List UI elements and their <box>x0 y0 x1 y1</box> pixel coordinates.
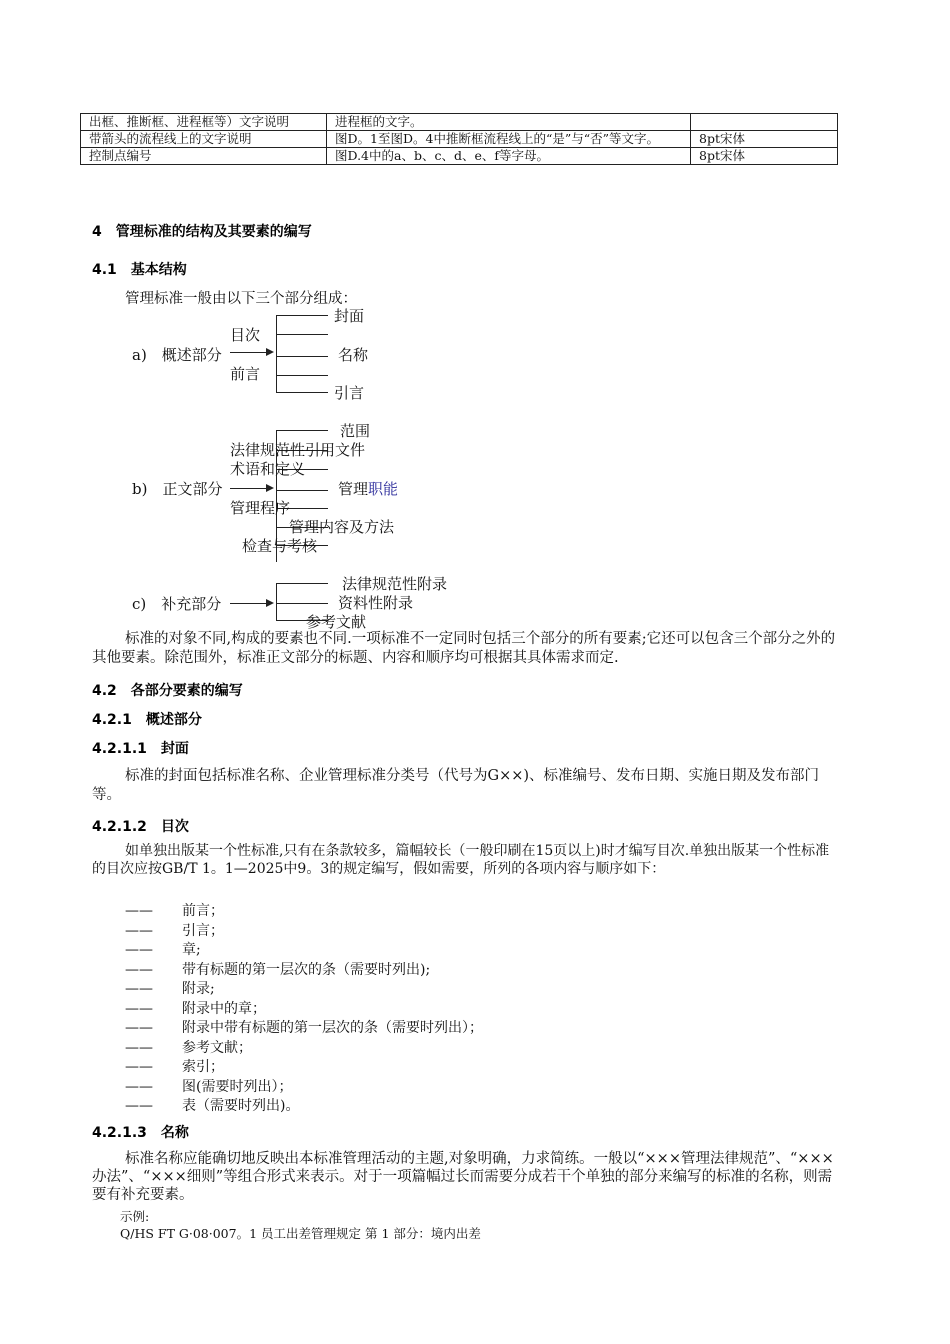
diagram-item: 范围 <box>340 422 371 440</box>
table-cell: 8pt宋体 <box>691 148 838 165</box>
name-paragraph: 标准名称应能确切地反映出本标准管理活动的主题,对象明确，力求简练。一般以“×××管理法律规范”、“×××办法”、“×××细则”等组合形式来表示。对于一项篇幅过长而需要分成若干个单独的部分来编写的标准的名称，则需要有补充要素。 <box>92 1151 834 1203</box>
table-row <box>81 114 838 131</box>
list-item: —— 前言； <box>125 903 224 919</box>
section-heading: 4.2.1.3 名称 <box>92 1125 189 1141</box>
diagram-item: 资料性附录 <box>338 594 414 612</box>
table-cell: 8pt宋体 <box>691 131 838 148</box>
example-label: 示例: <box>120 1209 150 1224</box>
list-item: —— 章; <box>125 942 201 958</box>
section-heading: 4.1 基本结构 <box>92 262 187 278</box>
diagram-item: 目次 <box>230 326 261 344</box>
diagram-label-c: c) 补充部分 <box>132 595 222 613</box>
table-cell: 图D.4中的a、b、c、d、e、f等字母。 <box>327 148 691 165</box>
diagram-item: 法律规范性附录 <box>342 575 448 593</box>
list-item: —— 索引； <box>125 1059 224 1075</box>
arrow-icon <box>266 484 274 492</box>
list-item: —— 附录中的章； <box>125 1000 266 1017</box>
format-table <box>80 113 838 165</box>
section-heading: 4.2 各部分要素的编写 <box>92 683 243 699</box>
diagram-label-a: a) 概述部分 <box>132 346 222 364</box>
table-row <box>81 148 838 165</box>
toc-paragraph: 如单独出版某一个性标准,只有在条款较多，篇幅较长（一般印刷在15页以上)时才编写目次.单独出版某一个性标准的目次应按GB/T 1。1—2025中9。3的规定编写，假如需要，所列的各项内容与顺序如下： <box>92 843 830 877</box>
intro-text: 管理标准一般由以下三个部分组成： <box>125 291 357 307</box>
list-item: —— 参考文献； <box>125 1039 252 1056</box>
diagram-item-management-functions: 管理职能 <box>338 480 399 498</box>
section-heading: 4.2.1 概述部分 <box>92 712 202 728</box>
diagram-item: 封面 <box>334 307 365 325</box>
table-cell <box>691 114 838 131</box>
arrow-icon <box>266 599 274 607</box>
diagram-label-b: b) 正文部分 <box>132 480 223 498</box>
list-item: —— 带有标题的第一层次的条（需要时列出); <box>125 961 431 978</box>
table-cell: 带箭头的流程线上的文字说明 <box>81 131 327 148</box>
list-item: —— 附录; <box>125 981 215 997</box>
cover-paragraph: 标准的封面包括标准名称、企业管理标准分类号（代号为G××)、标准编号、发布日期、实施日期及发布部门等。 <box>92 768 820 803</box>
diagram-item: 法律规范性引用文件 <box>230 441 366 459</box>
diagram-item: 名称 <box>338 346 369 364</box>
diagram-item: 前言 <box>230 365 261 383</box>
list-item: —— 图(需要时列出）； <box>125 1078 293 1095</box>
diagram-item: 管理内容及方法 <box>289 518 395 536</box>
list-item: —— 表（需要时列出)。 <box>125 1098 300 1114</box>
table-cell: 出框、推断框、进程框等）文字说明 <box>81 114 327 131</box>
diagram-item: 术语和定义 <box>230 460 306 478</box>
table-row <box>81 131 838 148</box>
diagram-item: 参考文献 <box>306 613 367 631</box>
section-heading: 4.2.1.2 目次 <box>92 819 189 835</box>
toc-list <box>125 902 483 1117</box>
section-heading: 4.2.1.1 封面 <box>92 741 189 757</box>
table-cell: 控制点编号 <box>81 148 327 165</box>
example-text: Q/HS FT G·08·007。1 员工出差管理规定 第 1 部分：境内出差 <box>120 1226 481 1241</box>
list-item: —— 附录中带有标题的第一层次的条（需要时列出）； <box>125 1020 483 1036</box>
arrow-icon <box>266 348 274 356</box>
diagram-item: 检查与考核 <box>242 537 318 555</box>
table-cell: 进程框的文字。 <box>327 114 691 131</box>
list-item: —— 引言； <box>125 922 224 939</box>
diagram-item: 引言 <box>334 384 365 402</box>
diagram-item: 管理程序 <box>230 499 291 517</box>
table-cell: 图D。1至图D。4中推断框流程线上的“是”与“否”等文字。 <box>327 131 691 148</box>
section-heading: 4 管理标准的结构及其要素的编写 <box>92 224 312 240</box>
elements-paragraph: 标准的对象不同,构成的要素也不同.一项标准不一定同时包括三个部分的所有要素;它还可以包含三个部分之外的其他要素。除范围外，标准正文部分的标题、内容和顺序均可根据其具体需求而定. <box>92 631 836 666</box>
